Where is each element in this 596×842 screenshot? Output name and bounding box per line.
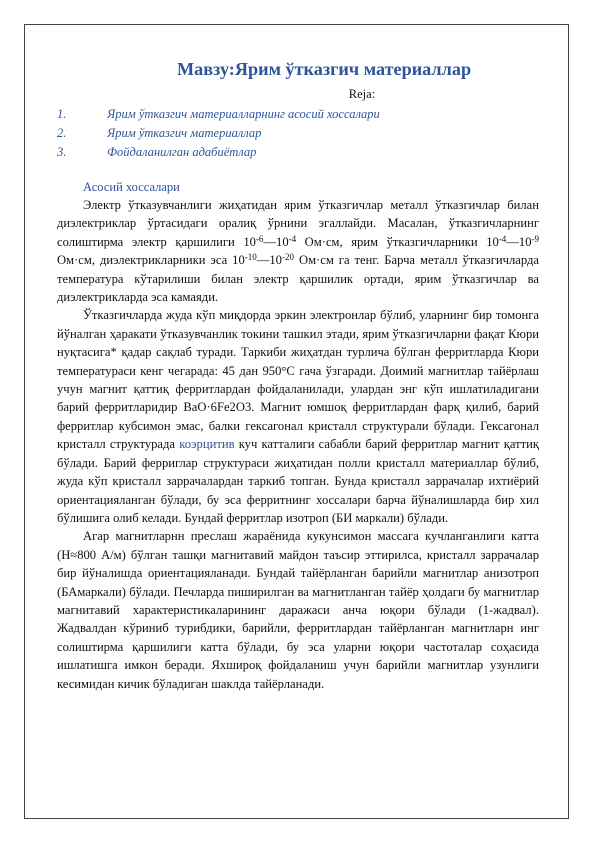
superscript: -4	[498, 233, 507, 244]
paragraph-text: —10	[263, 234, 289, 249]
superscript: -6	[255, 233, 264, 244]
paragraph-text: Электр ўтказувчанлиги жиҳатидан ярим ўтказгичлар металл ўтказгичлар билан диэлектриклар ўртасидаги оралиқ ўрнини эгаллайди. Масалан, ўтказгичларнинг солиштирма электр қаршилиги 10	[57, 198, 539, 249]
document-body	[57, 58, 539, 693]
plan-item-number: 3.	[57, 145, 67, 159]
paragraph-3: Агар магнитларнн преслаш жараёнида кукунсимон массага кучланганлиги катта (Н≈800 А/м) бўлган ташқи магнитавий майдон таъсир эттирилса, кристалл заррачалар бир йўналишда ориентацияланади. Бундай тайёрланган барийли магнитлар анизотроп (БАмаркали) бўлади. Печларда пиширилган ва магнитланган тайёр ҳолдаги бу магнитлар магнитавий характеристикаларининг даражаси анча юқори бўлади (1-жадвал). Жадвалдан кўриниб турибдики, барийли, ферритлардан тайёрланган магнитларн инг солиштирма қаршилиги катта бўлади, бу эса уларни юқори частоталар соҳасида ишлатишга имкон беради. Яхшироқ фойдаланиш учун барийли магнитлар узунлиги кесимидан кичик бўладиган шаклда тайёрланади.	[57, 529, 539, 691]
plan-item	[57, 143, 539, 162]
paragraph-text: Ўтказгичларда жуда кўп миқдорда эркин электронлар бўлиб, уларнинг бир томонга йўналган ҳаракати ўтказувчанлик токини ташкил этади, ярим ўтказгичларни фақат Кюри нуқтасига* қадар сақлаб туради. Таркиби жиҳатдан турлича бўлган ферритларда Кюри температураси кенг чегарада: 45 дан 950°С гача ўзгаради. Доимий магнитлар тайёрлаш учун магнит қаттиқ ферритлардан фойдаланилади, улардан энг кўп ишлатиладигани барий ферритларидир ВаО·6Fe2O3. Магнит юмшоқ ферритлардан фарқ қилиб, барий ферритлар кубсимон эмас, балки гексагонал кристалл структурали бўлади. Гексагонал кристалл структурада	[57, 308, 539, 452]
plan-item-text: Ярим ўтказгич материалларнинг асосий хоссалари	[107, 107, 380, 121]
plan-item	[57, 105, 539, 124]
paragraph-text: Ом·см, диэлектрикларники эса 10	[57, 253, 245, 268]
plan-item	[57, 124, 539, 143]
plan-item-number: 1.	[57, 107, 67, 121]
paragraph-text: Ом·см, ярим ўтказгичларники 10	[296, 234, 499, 249]
page-title: Мавзу:Ярим ўтказгич материаллар	[176, 59, 472, 79]
paragraph-2	[57, 306, 539, 527]
plan-item-text: Фойдаланилган адабиётлар	[107, 145, 257, 159]
plan-list	[57, 105, 539, 162]
superscript: -9	[531, 233, 539, 244]
paragraph-text: —10	[506, 234, 532, 249]
plan-item-text: Ярим ўтказгич материаллар	[107, 126, 262, 140]
paragraph-text: куч катталиги сабабли барий ферритлар магнит қаттиқ бўлади. Барий ферриглар структураси жиҳатидан полли кристалл материаллар бўлиб, жуда кўп кристалл заррачалардан таркиб топган. Бунда кристалл заррачалар ихтиёрий ориентацияланган бўлади, бу эса ферритнинг хоссалари барча йўналишларда бир хил бўлишига олиб келади. Бундай ферритлар изотроп (БИ маркали) бўлади.	[57, 437, 539, 525]
paragraph-text: —10	[256, 253, 282, 268]
highlighted-term: коэрцитив	[179, 437, 235, 452]
section-heading: Асосий хоссалари	[83, 180, 180, 194]
superscript: -4	[288, 233, 297, 244]
paragraph-text: Ом·см га тенг. Барча металл ўтказгичларда температура кўтарилиши билан электр қаршилик ортади, ярим ўтказгичлар ва диэлектрикларда эса камаяди.	[57, 253, 540, 305]
plan-heading: Reja:	[348, 87, 376, 101]
superscript: -20	[281, 252, 294, 263]
paragraph-1	[57, 196, 539, 306]
plan-item-number: 2.	[57, 126, 67, 140]
superscript: -10	[244, 252, 257, 263]
